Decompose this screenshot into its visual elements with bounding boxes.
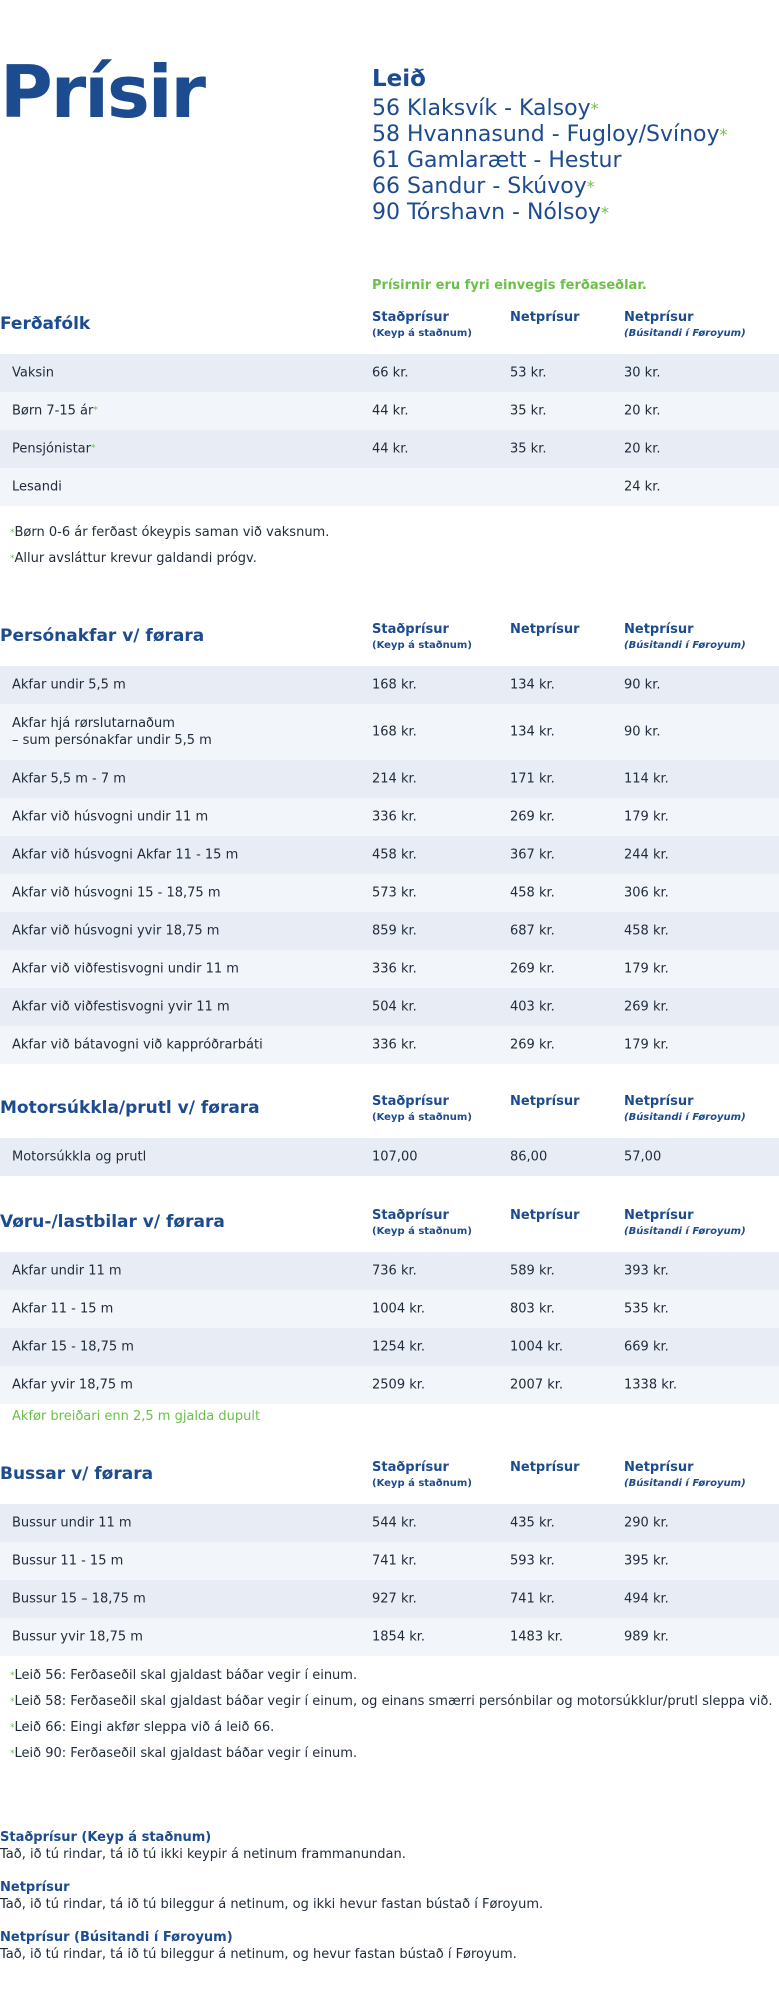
column-header-netprisur [510,310,580,326]
row-label [12,1591,146,1608]
column-title: Staðprísur [372,1460,449,1475]
price-c3: 1338 kr. [624,1377,678,1393]
table-row [0,798,779,836]
route-note-text: Leið 56: Ferðaseðil skal gjaldast báðar vegir í einum. [14,1668,358,1683]
price-c2: 803 kr. [510,1301,555,1317]
table-row [0,1026,779,1064]
row-label-text: Akfar undir 11 m [12,1263,122,1279]
row-label [12,441,95,458]
row-label [12,1037,263,1054]
row-label [12,1629,143,1646]
row-label [12,771,126,788]
one-way-note: Prísirnir eru fyri einvegis ferðaseðlar. [372,278,647,293]
row-label-text: Børn 7-15 ár [12,403,94,419]
price-c3: 395 kr. [624,1553,669,1569]
column-title: Staðprísur [372,622,449,637]
definition-description: Tað, ið tú rindar, tá ið tú bileggur á netinum, og ikki hevur fastan bústað í Føroyum. [0,1897,544,1912]
price-c2: 171 kr. [510,771,555,787]
price-c2: 367 kr. [510,847,555,863]
column-header-netprisur-resident [624,622,746,654]
table-row [0,1618,779,1656]
price-definitions [0,1830,779,1980]
row-label [12,677,126,694]
price-c3: 244 kr. [624,847,669,863]
section-title: Vøru-/lastbilar v/ førara [0,1212,225,1232]
asterisk-mark: * [10,1749,15,1759]
price-c3: 306 kr. [624,885,669,901]
route-note [10,1715,772,1741]
price-c1: 1254 kr. [372,1339,426,1355]
row-label [12,715,212,749]
row-label-text: Akfar 5,5 m - 7 m [12,771,126,787]
price-c3: 24 kr. [624,479,661,495]
row-label [12,479,62,496]
passenger-notes [10,520,329,572]
column-title: Netprísur [624,1094,694,1109]
price-c1: 859 kr. [372,923,417,939]
asterisk-mark: * [10,1723,15,1733]
price-c2: 589 kr. [510,1263,555,1279]
price-c1: 44 kr. [372,403,409,419]
price-c1: 44 kr. [372,441,409,457]
column-header-netprisur [510,622,580,638]
route-note-text: Leið 66: Eingi akfør sleppa við á leið 66. [14,1720,275,1735]
row-label-text: Akfar við húsvogni Akfar 11 - 15 m [12,847,239,863]
asterisk-mark: * [93,405,98,416]
section-buses [0,1460,779,1656]
row-label-text: Akfar við húsvogni yvir 18,75 m [12,923,220,939]
column-header-netprisur-resident [624,1460,746,1492]
row-label [12,365,54,382]
price-c3: 989 kr. [624,1629,669,1645]
footnote [10,546,329,572]
price-c3: 90 kr. [624,724,661,740]
table-row [0,392,779,430]
price-c1: 107,00 [372,1149,418,1165]
section-header [0,1208,779,1252]
price-c1: 168 kr. [372,724,417,740]
route-text: 66 Sandur - Skúvoy [372,174,587,199]
truck-width-note: Akfør breiðari enn 2,5 m gjalda dupult [12,1409,261,1424]
column-title: Netprísur [624,1208,694,1223]
definition-term: Staðprísur (Keyp á staðnum) [0,1830,212,1845]
table-row [0,1366,779,1404]
price-c1: 336 kr. [372,809,417,825]
row-label-text: Akfar við bátavogni við kappróðrarbáti [12,1037,263,1053]
row-label-text: Bussur yvir 18,75 m [12,1629,143,1645]
row-label [12,1301,113,1318]
column-header-netprisur [510,1208,580,1224]
route-note [10,1741,772,1767]
price-c2: 35 kr. [510,403,547,419]
definition [0,1880,779,1912]
column-header-netprisur-resident [624,1094,746,1126]
price-c1: 336 kr. [372,1037,417,1053]
price-c2: 435 kr. [510,1515,555,1531]
row-label-text: – sum persónakfar undir 5,5 m [12,733,212,748]
column-header-stadprisur [372,1094,472,1126]
table-row [0,760,779,798]
price-c1: 336 kr. [372,961,417,977]
price-c2: 458 kr. [510,885,555,901]
row-label [12,1149,146,1166]
asterisk-mark: * [90,443,96,454]
price-c2: 86,00 [510,1149,548,1165]
asterisk-mark: * [586,177,595,196]
section-header [0,622,779,666]
row-label [12,403,98,420]
row-label-text: Bussur 11 - 15 m [12,1553,124,1569]
row-label-text: Pensjónistar [12,441,91,457]
price-c2: 1483 kr. [510,1629,564,1645]
price-c3: 669 kr. [624,1339,669,1355]
column-header-stadprisur [372,622,472,654]
route-item [372,96,772,122]
price-c3: 57,00 [624,1149,662,1165]
price-c3: 494 kr. [624,1591,669,1607]
table-row [0,430,779,468]
route-notes [10,1663,772,1767]
price-c1: 214 kr. [372,771,417,787]
section-header [0,310,779,354]
price-c1: 736 kr. [372,1263,417,1279]
row-label-text: Akfar undir 5,5 m [12,677,126,693]
price-c1: 573 kr. [372,885,417,901]
table-row [0,988,779,1026]
table-row [0,1138,779,1176]
row-label-text: Motorsúkkla og prutl [12,1149,147,1165]
column-subtitle: (Búsitandi í Føroyum) [624,640,746,651]
section-title: Motorsúkkla/prutl v/ førara [0,1098,260,1118]
row-label [12,1263,122,1280]
column-subtitle: (Búsitandi í Føroyum) [624,328,746,339]
column-title: Staðprísur [372,1208,449,1223]
column-subtitle: (Búsitandi í Føroyum) [624,1478,746,1489]
price-c1: 66 kr. [372,365,409,381]
table-row [0,1328,779,1366]
section-header [0,1460,779,1504]
price-c1: 1004 kr. [372,1301,426,1317]
price-c3: 179 kr. [624,1037,669,1053]
price-c2: 403 kr. [510,999,555,1015]
definition [0,1830,779,1862]
definition [0,1930,779,1962]
section-cars [0,622,779,1064]
row-label-text: Akfar 15 - 18,75 m [12,1339,134,1355]
row-label [12,1553,123,1570]
column-header-netprisur [510,1460,580,1476]
row-label [12,1377,133,1394]
footnote [10,520,329,546]
price-c3: 458 kr. [624,923,669,939]
row-label-text: Lesandi [12,479,62,495]
page-title: Prísir [0,50,204,134]
asterisk-mark: * [590,99,599,118]
price-c2: 593 kr. [510,1553,555,1569]
row-label-text: Bussur undir 11 m [12,1515,132,1531]
definition-description: Tað, ið tú rindar, tá ið tú bileggur á netinum, og hevur fastan bústað í Føroyum. [0,1947,517,1962]
footnote-text: Børn 0-6 ár ferðast ókeypis saman við vaksnum. [14,525,330,540]
column-subtitle: (Keyp á staðnum) [372,1478,472,1489]
price-c1: 2509 kr. [372,1377,426,1393]
price-c2: 269 kr. [510,1037,555,1053]
column-subtitle: (Keyp á staðnum) [372,640,472,651]
route-item [372,122,772,148]
price-c3: 114 kr. [624,771,669,787]
section-trucks [0,1208,779,1404]
row-label-text: Akfar hjá rørslutarnaðum [12,716,175,731]
table-row [0,836,779,874]
column-header-stadprisur [372,1460,472,1492]
table-row [0,874,779,912]
column-header-netprisur [510,1094,580,1110]
column-subtitle: (Keyp á staðnum) [372,1112,472,1123]
column-header-netprisur-resident [624,1208,746,1240]
column-header-netprisur-resident [624,310,746,342]
price-c3: 20 kr. [624,441,661,457]
price-c3: 290 kr. [624,1515,669,1531]
row-label [12,961,239,978]
row-label-text: Bussur 15 – 18,75 m [12,1591,146,1607]
row-label-text: Akfar 11 - 15 m [12,1301,114,1317]
column-title: Staðprísur [372,1094,449,1109]
column-subtitle: (Keyp á staðnum) [372,1226,472,1237]
row-label [12,1515,132,1532]
table-row [0,1542,779,1580]
route-item [372,148,772,174]
table-row [0,666,779,704]
section-motorcycles [0,1094,779,1176]
column-title: Netprísur [624,622,694,637]
table-row [0,1504,779,1542]
section-passengers [0,310,779,506]
price-c2: 269 kr. [510,961,555,977]
price-c1: 741 kr. [372,1553,417,1569]
asterisk-mark: * [719,125,728,144]
row-label [12,809,208,826]
column-title: Staðprísur [372,310,449,325]
route-note-text: Leið 90: Ferðaseðil skal gjaldast báðar vegir í einum. [14,1746,358,1761]
row-label [12,1339,134,1356]
route-note [10,1663,772,1689]
section-title: Persónakfar v/ førara [0,626,205,646]
table-row [0,1580,779,1618]
table-row [0,912,779,950]
table-row [0,468,779,506]
route-text: 58 Hvannasund - Fugloy/Svínoy [372,122,720,147]
table-row [0,950,779,988]
column-title: Netprísur [510,1460,580,1475]
column-subtitle: (Búsitandi í Føroyum) [624,1112,746,1123]
price-c2: 134 kr. [510,677,555,693]
row-label-text: Vaksin [12,365,55,381]
route-note-text: Leið 58: Ferðaseðil skal gjaldast báðar vegir í einum, og einans smærri persónbilar og motorsúkklur/prutl sleppa við. [14,1694,773,1709]
column-title: Netprísur [624,310,694,325]
price-c1: 168 kr. [372,677,417,693]
table-row [0,1290,779,1328]
price-c3: 179 kr. [624,809,669,825]
row-label-text: Akfar við viðfestisvogni yvir 11 m [12,999,230,1015]
price-c2: 35 kr. [510,441,547,457]
price-c2: 1004 kr. [510,1339,564,1355]
price-c2: 741 kr. [510,1591,555,1607]
price-c3: 30 kr. [624,365,661,381]
route-item [372,200,772,226]
column-header-stadprisur [372,310,472,342]
row-label [12,999,230,1016]
row-label-text: Akfar við húsvogni 15 - 18,75 m [12,885,221,901]
row-label [12,847,238,864]
route-note [10,1689,772,1715]
table-row [0,1252,779,1290]
asterisk-mark: * [10,554,15,564]
price-c3: 90 kr. [624,677,661,693]
column-title: Netprísur [510,1094,580,1109]
row-label [12,923,219,940]
price-c1: 544 kr. [372,1515,417,1531]
price-c1: 927 kr. [372,1591,417,1607]
table-row [0,704,779,760]
price-c3: 179 kr. [624,961,669,977]
footnote-text: Allur avsláttur krevur galdandi prógv. [14,551,257,566]
route-list [372,66,772,226]
column-title: Netprísur [510,1208,580,1223]
row-label-text: Akfar yvir 18,75 m [12,1377,133,1393]
price-c3: 269 kr. [624,999,669,1015]
definition-term: Netprísur [0,1880,70,1895]
price-c1: 504 kr. [372,999,417,1015]
asterisk-mark: * [600,203,609,222]
column-title: Netprísur [624,1460,694,1475]
price-c2: 687 kr. [510,923,555,939]
price-c2: 269 kr. [510,809,555,825]
asterisk-mark: * [10,1697,15,1707]
route-text: 56 Klaksvík - Kalsoy [372,96,591,121]
price-c3: 535 kr. [624,1301,669,1317]
section-title: Bussar v/ førara [0,1464,154,1484]
definition-description: Tað, ið tú rindar, tá ið tú ikki keypir á netinum frammanundan. [0,1847,406,1862]
column-subtitle: (Keyp á staðnum) [372,328,472,339]
section-title: Ferðafólk [0,314,91,334]
price-c3: 20 kr. [624,403,661,419]
price-c1: 458 kr. [372,847,417,863]
table-row [0,354,779,392]
column-title: Netprísur [510,310,580,325]
asterisk-mark: * [10,528,15,538]
column-title: Netprísur [510,622,580,637]
price-c2: 53 kr. [510,365,547,381]
row-label [12,885,220,902]
price-c1: 1854 kr. [372,1629,426,1645]
route-text: 61 Gamlarætt - Hestur [372,148,622,173]
route-list-label: Leið [372,66,426,92]
route-item [372,174,772,200]
price-c3: 393 kr. [624,1263,669,1279]
column-subtitle: (Búsitandi í Føroyum) [624,1226,746,1237]
row-label-text: Akfar við viðfestisvogni undir 11 m [12,961,239,977]
price-c2: 2007 kr. [510,1377,564,1393]
asterisk-mark: * [10,1671,15,1681]
definition-term: Netprísur (Búsitandi í Føroyum) [0,1930,233,1945]
row-label-text: Akfar við húsvogni undir 11 m [12,809,209,825]
price-c2: 134 kr. [510,724,555,740]
section-header [0,1094,779,1138]
route-text: 90 Tórshavn - Nólsoy [372,200,601,225]
column-header-stadprisur [372,1208,472,1240]
